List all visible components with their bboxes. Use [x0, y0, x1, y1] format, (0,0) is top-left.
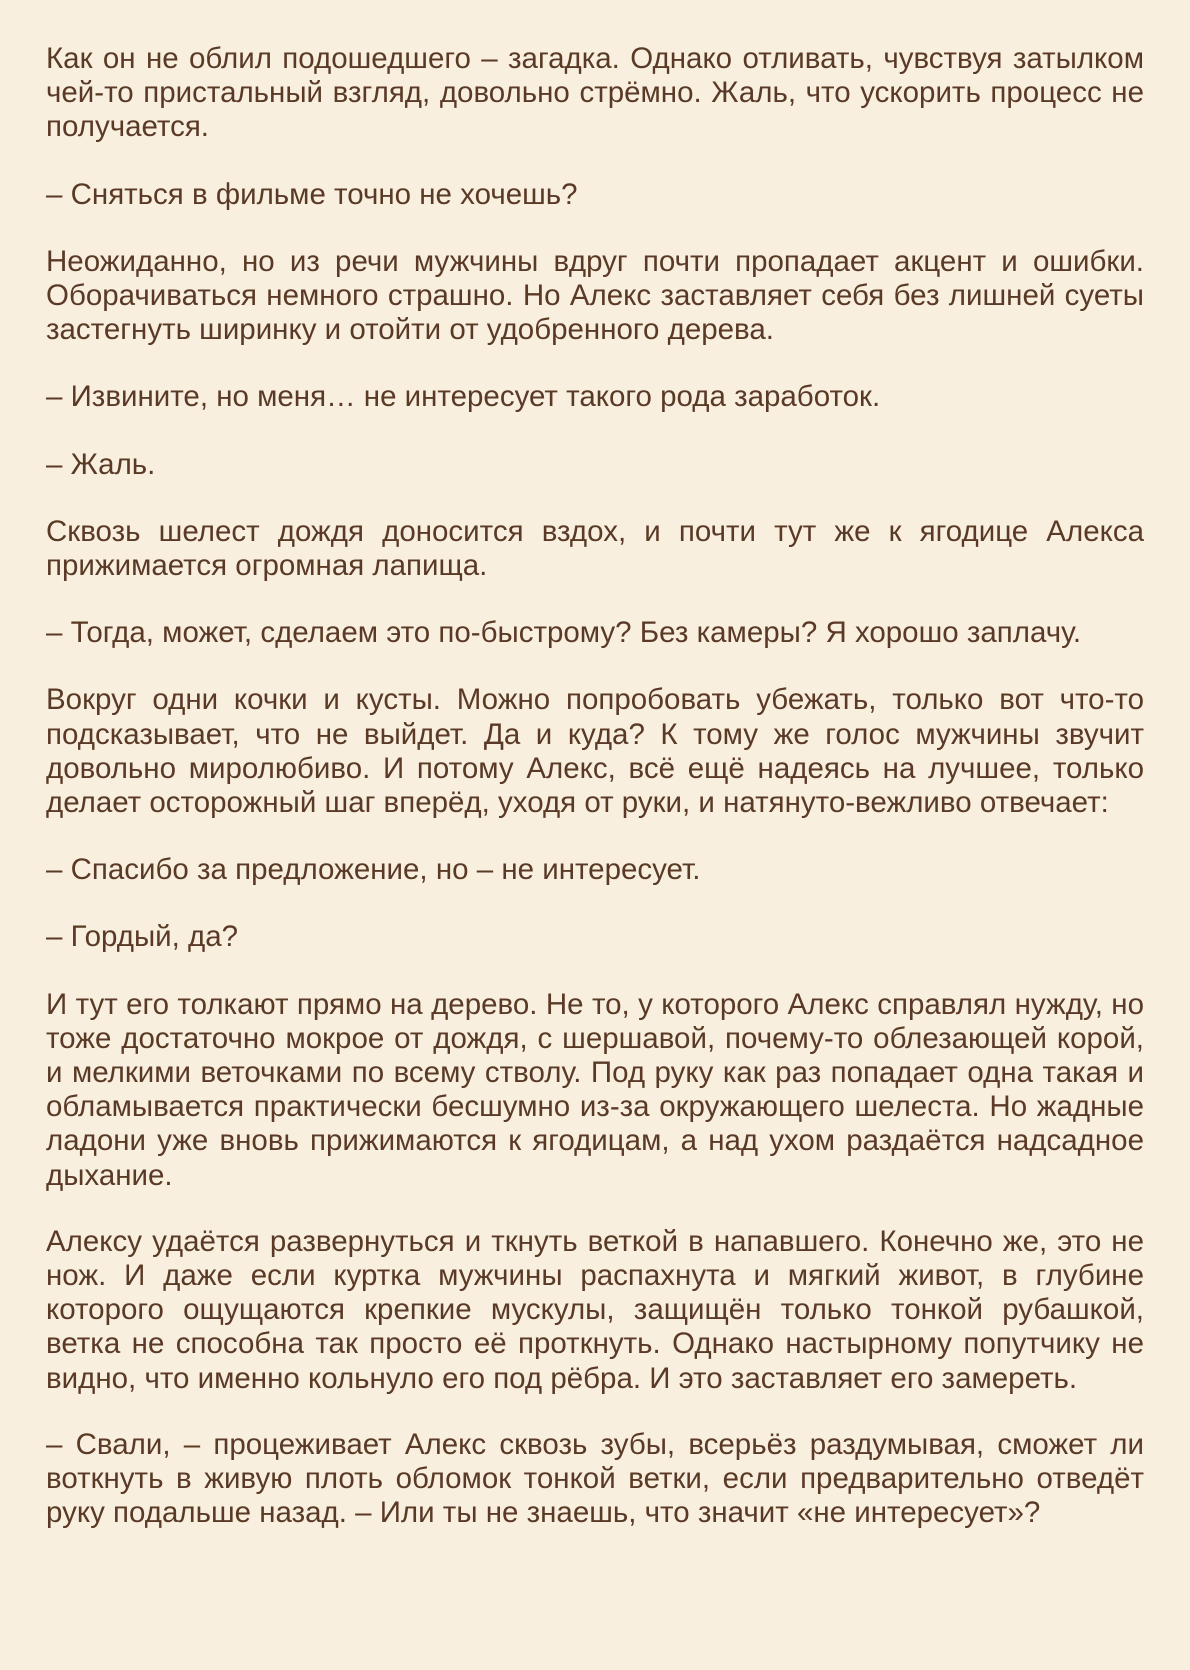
dialogue-line-3: – Жаль.	[46, 447, 156, 481]
story-text	[46, 42, 1144, 1531]
paragraph-2: Неожиданно, но из речи мужчины вдруг почти пропадает акцент и ошибки. Оборачиваться немного страшно. Но Алекс заставляет себя без лишней суеты застегнуть ширинку и отойти от удобренного дерева.	[46, 244, 1144, 347]
paragraph-4: Вокруг одни кочки и кусты. Можно попробовать убежать, только вот что-то подсказывает, что не выйдет. Да и куда? К тому же голос мужчины звучит довольно миролюбиво. И потому Алекс, всё ещё надеясь на лучшее, только делает осторожный шаг вперёд, уходя от руки, и натянуто-вежливо отвечает:	[46, 683, 1144, 820]
paragraph-5: И тут его толкают прямо на дерево. Не то, у которого Алекс справлял нужду, но тоже достаточно мокрое от дождя, с шершавой, почему-то облезающей корой, и мелкими веточками по всему стволу. Под руку как раз попадает одна такая и обламывается практически бесшумно из-за окружающего шелеста. Но жадные ладони уже вновь прижимаются к ягодицам, а над ухом раздаётся надсадное дыхание.	[46, 987, 1144, 1192]
dialogue-line-1: – Сняться в фильме точно не хочешь?	[46, 177, 578, 211]
dialogue-line-6: – Гордый, да?	[46, 920, 239, 954]
paragraph-6: Алексу удаётся развернуться и ткнуть веткой в напавшего. Конечно же, это не нож. И даже если куртка мужчины распахнута и мягкий живот, в глубине которого ощущаются крепкие мускулы, защищён только тонкой рубашкой, ветка не способна так просто её проткнуть. Однако настырному попутчику не видно, что именно кольнуло его под рёбра. И это заставляет его замереть.	[46, 1224, 1144, 1395]
paragraph-3: Сквозь шелест дождя доносится вздох, и почти тут же к ягодице Алекса прижимается огромная лапища.	[46, 514, 1144, 583]
dialogue-line-5: – Спасибо за предложение, но – не интересует.	[46, 853, 701, 887]
dialogue-line-4: – Тогда, может, сделаем это по-быстрому? Без камеры? Я хорошо заплачу.	[46, 616, 1082, 650]
dialogue-line-7: – Свали, – процеживает Алекс сквозь зубы, всерьёз раздумывая, сможет ли воткнуть в живую плоть обломок тонкой ветки, если предварительно отведёт руку подальше назад. – Или ты не знаешь, что значит «не интересует»?	[46, 1427, 1144, 1530]
paragraph-1: Как он не облил подошедшего – загадка. Однако отливать, чувствуя затылком чей-то пристальный взгляд, довольно стрёмно. Жаль, что ускорить процесс не получается.	[46, 42, 1144, 144]
dialogue-line-2: – Извините, но меня… не интересует такого рода заработок.	[46, 380, 881, 414]
